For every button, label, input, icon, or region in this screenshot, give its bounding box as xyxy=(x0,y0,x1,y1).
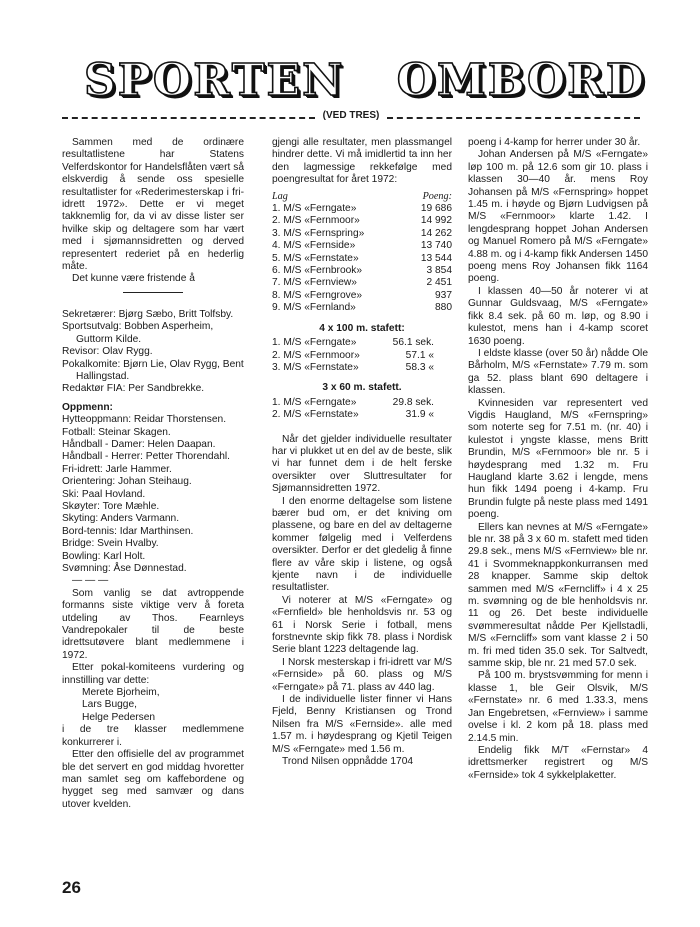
team-name: 8. M/S «Ferngrove» xyxy=(272,289,363,301)
dash-separator: — — — xyxy=(72,575,109,587)
officer-line: Redaktør FIA: Per Sandbrekke. xyxy=(62,383,205,395)
team-name: 6. M/S «Fernbrook» xyxy=(272,265,363,277)
paragraph: Trond Nilsen oppnådde 1704 xyxy=(282,756,414,768)
relay-team: 3. M/S «Fernstate» xyxy=(272,361,359,373)
relay-time: 31.9 « xyxy=(405,409,434,421)
winner-name: Lars Bugge, xyxy=(82,699,137,711)
paragraph: gjengi alle resultater, men plassmangel hindrer dette. Vi må imidlertid ta inn her den lagmessige rekkefølge med poengresultat for året 1972: xyxy=(272,137,452,186)
team-name: 3. M/S «Fernspring» xyxy=(272,227,365,239)
team-points: 14 262 xyxy=(420,227,452,239)
oppmann-line: Bord-tennis: Idar Marthinsen. xyxy=(62,525,194,537)
team-name: 5. M/S «Fernstate» xyxy=(272,252,359,264)
relay-row xyxy=(272,350,452,362)
officer-line: Sekretærer: Bjørg Sæbo, Britt Tolfsby. xyxy=(62,308,234,320)
winner-name: Merete Bjorheim, xyxy=(82,687,160,699)
team-row xyxy=(272,228,452,240)
title-letter: R xyxy=(193,55,230,106)
relay-team: 2. M/S «Fernmoor» xyxy=(272,349,360,361)
dashed-rule-right xyxy=(387,117,640,119)
team-points: 2 451 xyxy=(426,277,452,289)
title-letter: S xyxy=(84,55,116,106)
team-row xyxy=(272,265,452,277)
dashed-rule-left xyxy=(62,117,315,119)
title-letter: D xyxy=(605,55,644,106)
paragraph: På 100 m. brystsvømming for menn i klasse 1, ble Geir Olsvik, M/S «Fernstate» nr. 6 med 1.33.3, mens Jan Engebretsen, «Fernview» i samme ovelse i kl. 2 kom på 18. plass med 2.14.5 min. xyxy=(468,670,648,744)
byline-row xyxy=(62,110,640,121)
oppmann-line: Skøyter: Tore Mæhle. xyxy=(62,500,160,512)
relay-row xyxy=(272,397,452,409)
paragraph: Kvinnesiden var representert ved Vigdis Haugland, M/S «Fernspring» som noterte seg for 7.51 m. (nr. 40) i kulestot i yngste klasse, mens Britt Brundin, M/S «Fernmoor» ble nr. 5 i høydesprang med 1.32 m. Fru Haugland klarte 3.62 i lengde, mens hun fikk 1494 poeng i 4-kamp. Fru Brundin fulgte på neste plass med 1491 poeng. xyxy=(468,397,648,521)
team-name: 7. M/S «Fernview» xyxy=(272,277,357,289)
title-letter: B xyxy=(487,55,525,106)
relay-heading: 4 x 100 m. stafett: xyxy=(319,322,405,334)
title-letter: P xyxy=(117,55,151,106)
header-lag: Lag xyxy=(272,190,288,202)
title-letter: N xyxy=(302,55,343,106)
paragraph: Etter den offisielle del av programmet ble det servert en god middag hvoretter man samlet seg om kaffebordene og hygget seg med samvær og dans utover kvelden. xyxy=(62,749,244,810)
paragraph: poeng i 4-kamp for herrer under 30 år. xyxy=(468,137,641,148)
relay-time: 58.3 « xyxy=(405,361,434,373)
oppmann-line: Fotball: Steinar Skagen. xyxy=(62,426,171,438)
oppmann-line: Håndball - Herrer: Petter Thorendahl. xyxy=(62,451,230,463)
winner-name: Helge Pedersen xyxy=(82,711,156,723)
title-letter: O xyxy=(396,55,436,106)
title-letter: O xyxy=(152,55,192,106)
team-row xyxy=(272,240,452,252)
paragraph: Johan Andersen på M/S «Ferngate» løp 100 m. på 12.6 som gir 10. plass i klassen 30—40 år. mens Roy Johansen på M/S «Fernspring» hoppet 1.45 m. i høyde og Bjørn Ludvigsen på M/S «Fernmoor» klarte 1.42. I lengdesprang hoppet Johan Andersen og Manuel Romero på M/S «Ferngate» 4.88 m. og i 4-kamp fikk Andersen 1450 poeng mens Roy Johansen fikk 1164 poeng. xyxy=(468,149,648,285)
relay-time: 29.8 sek. xyxy=(392,396,434,408)
column-2 xyxy=(272,137,452,769)
column-3 xyxy=(468,137,648,782)
team-row xyxy=(272,203,452,215)
officer-line: Revisor: Olav Rygg. xyxy=(62,346,153,358)
relay-row xyxy=(272,362,452,374)
team-points: 937 xyxy=(435,289,452,301)
team-points: 880 xyxy=(435,302,452,314)
paragraph: Sammen med de ordinære resultatlistene har Statens Velferdskontor for Handelsflåten vært så elskverdig å sende oss spesielle resultatlister for «Rederimesterskap i fri-idrett 1972». Dette er vi meget takknemlig for, da vi av disse lister ser hvilke skip og deltagere som har vært med i sjømannsidretten og derved representert rederiet på en hederlig måte. xyxy=(62,137,244,273)
team-points: 19 686 xyxy=(420,203,452,215)
column-1 xyxy=(62,137,244,811)
masthead-title xyxy=(84,55,644,106)
relay-time: 56.1 sek. xyxy=(392,337,434,349)
relay-row xyxy=(272,337,452,349)
team-row xyxy=(272,302,452,314)
title-letter: R xyxy=(567,55,604,106)
byline: (VED TRES) xyxy=(322,110,380,121)
relay-time: 57.1 « xyxy=(405,349,434,361)
paragraph: I eldste klasse (over 50 år) nådde Ole Bårholm, M/S «Fernstate» 7.79 m. som ga 52. plass blant 690 deltagere i klassen. xyxy=(468,347,648,397)
title-letter: M xyxy=(437,55,486,106)
oppmann-line: Hytteoppmann: Reidar Thorstensen. xyxy=(62,414,227,426)
oppmann-line: Fri-idrett: Jarle Hammer. xyxy=(62,463,172,475)
paragraph: I de individuelle lister finner vi Hans Fjeld, Benny Kristiansen og Trond Nilsen fra M/S «Fernside». alle med 1.57 m. i høydesprang og Kjetil Teigen M/S «Ferngate» med 1.56 m. xyxy=(272,694,452,755)
paragraph: Ellers kan nevnes at M/S «Ferngate» ble nr. 38 på 3 x 60 m. stafett med tiden 29.8 sek., mens M/S «Fernview» ble nr. 41 i Svommeknappkonkurransen med 28 knapper. Samme skip deltok sammen med M/S «Ferncliff» i 4 x 25 m. svømning og de ble henholdsvis nr. 11 og 26. Det beste individuelle svømmeresultat nådde Per Kjellstadli, M/S «Ferncliff» som vant klasse 2 i 50 m. fri med tiden 35.0 sek. Tor Saltvedt, samme skip, ble nr. 21 med 57.0 sek. xyxy=(468,521,648,670)
team-points: 14 992 xyxy=(420,215,452,227)
team-row xyxy=(272,253,452,265)
paragraph: Som vanlig se dat avtroppende formanns siste viktige verv å foreta utdeling av Thos. Fearnleys Vandrepokaler til de beste idrettsutøvere blant medlemmene i 1972. xyxy=(62,587,244,661)
paragraph: Når det gjelder individuelle resultater har vi plukket ut en del av de beste, slik vi har funnet dem i de helt ferske oversikter over Sluttresultater for Sjømannsidretten 1972. xyxy=(272,433,452,495)
relay-team: 1. M/S «Ferngate» xyxy=(272,337,357,349)
team-points: 13 544 xyxy=(420,252,452,264)
oppmann-line: Svømning: Åse Dønnestad. xyxy=(62,563,187,574)
relay-row xyxy=(272,409,452,421)
team-name: 1. M/S «Ferngate» xyxy=(272,203,357,215)
oppmann-line: Orientering: Johan Steihaug. xyxy=(62,476,192,488)
team-name: 9. M/S «Fernland» xyxy=(272,302,356,314)
paragraph: I klassen 40—50 år noterer vi at Gunnar Guldsvaag, M/S «Ferngate» fikk 8.4 sek. på 60 m. løp, og 8.90 i kulestot, mens han i 4-kamp scoret 1630 poeng. xyxy=(468,285,648,347)
paragraph: I den enorme deltagelse som listene bærer bud om, er det kniving om plassene, og bare en del av deltagerne kommer følgelig med i Velferdens oversikter. Derfor er det gledelig å finne flere av våre skip i listene, og også kjente navn i de individuelle resultatlister. xyxy=(272,495,452,594)
header-poeng: Poeng: xyxy=(422,190,452,202)
relay-team: 1. M/S «Ferngate» xyxy=(272,396,357,408)
paragraph: Endelig fikk M/T «Fernstar» 4 idrettsmerker registrert og M/S «Fernside» tok 4 sykkelplaketter. xyxy=(468,744,648,781)
paragraph: Vi noterer at M/S «Ferngate» og «Fernfield» ble henholdsvis nr. 53 og 61 i Norsk Serie i fotball, mens forstnevnte skip fikk 78. plass i Nordisk Serie blant 1223 deltagende lag. xyxy=(272,594,452,656)
team-points: 13 740 xyxy=(420,240,452,252)
team-name: 4. M/S «Fernside» xyxy=(272,240,356,252)
oppmann-line: Ski: Paal Hovland. xyxy=(62,488,146,500)
officer-line: Pokalkomite: Bjørn Lie, Olav Rygg, Bent Hallingstad. xyxy=(62,358,244,382)
relay-heading: 3 x 60 m. stafett. xyxy=(322,382,402,394)
title-word-2 xyxy=(396,55,644,106)
paragraph: Det kunne være fristende å xyxy=(72,273,195,285)
title-word-1 xyxy=(84,55,343,106)
relay-team: 2. M/S «Fernstate» xyxy=(272,409,359,421)
officer-line: Sportsutvalg: Bobben Asperheim, Guttorm Kilde. xyxy=(62,321,214,345)
paragraph: I Norsk mesterskap i fri-idrett var M/S «Fernside» på 60. plass og M/S «Ferngate» på 71. plass av 440 lag. xyxy=(272,656,452,693)
team-points: 3 854 xyxy=(426,265,452,277)
team-row xyxy=(272,215,452,227)
title-letter: O xyxy=(526,55,566,106)
results-header xyxy=(272,191,452,203)
oppmann-line: Håndball - Damer: Helen Daapan. xyxy=(62,438,216,450)
section-divider xyxy=(123,292,183,293)
oppmenn-heading: Oppmenn: xyxy=(62,401,113,413)
team-name: 2. M/S «Fernmoor» xyxy=(272,215,360,227)
title-letter: E xyxy=(266,55,301,106)
page-number: 26 xyxy=(62,878,81,897)
paragraph: Etter pokal-komiteens vurdering og innstilling var dette: xyxy=(62,662,244,686)
team-row xyxy=(272,277,452,289)
title-letter: T xyxy=(231,55,265,106)
team-row xyxy=(272,290,452,302)
oppmann-line: Bowling: Karl Holt. xyxy=(62,550,146,562)
paragraph: i de tre klasser medlemmene konkurrerer i. xyxy=(62,724,244,748)
oppmann-line: Skyting: Anders Varmann. xyxy=(62,513,180,525)
oppmann-line: Bridge: Svein Hvalby. xyxy=(62,538,159,550)
